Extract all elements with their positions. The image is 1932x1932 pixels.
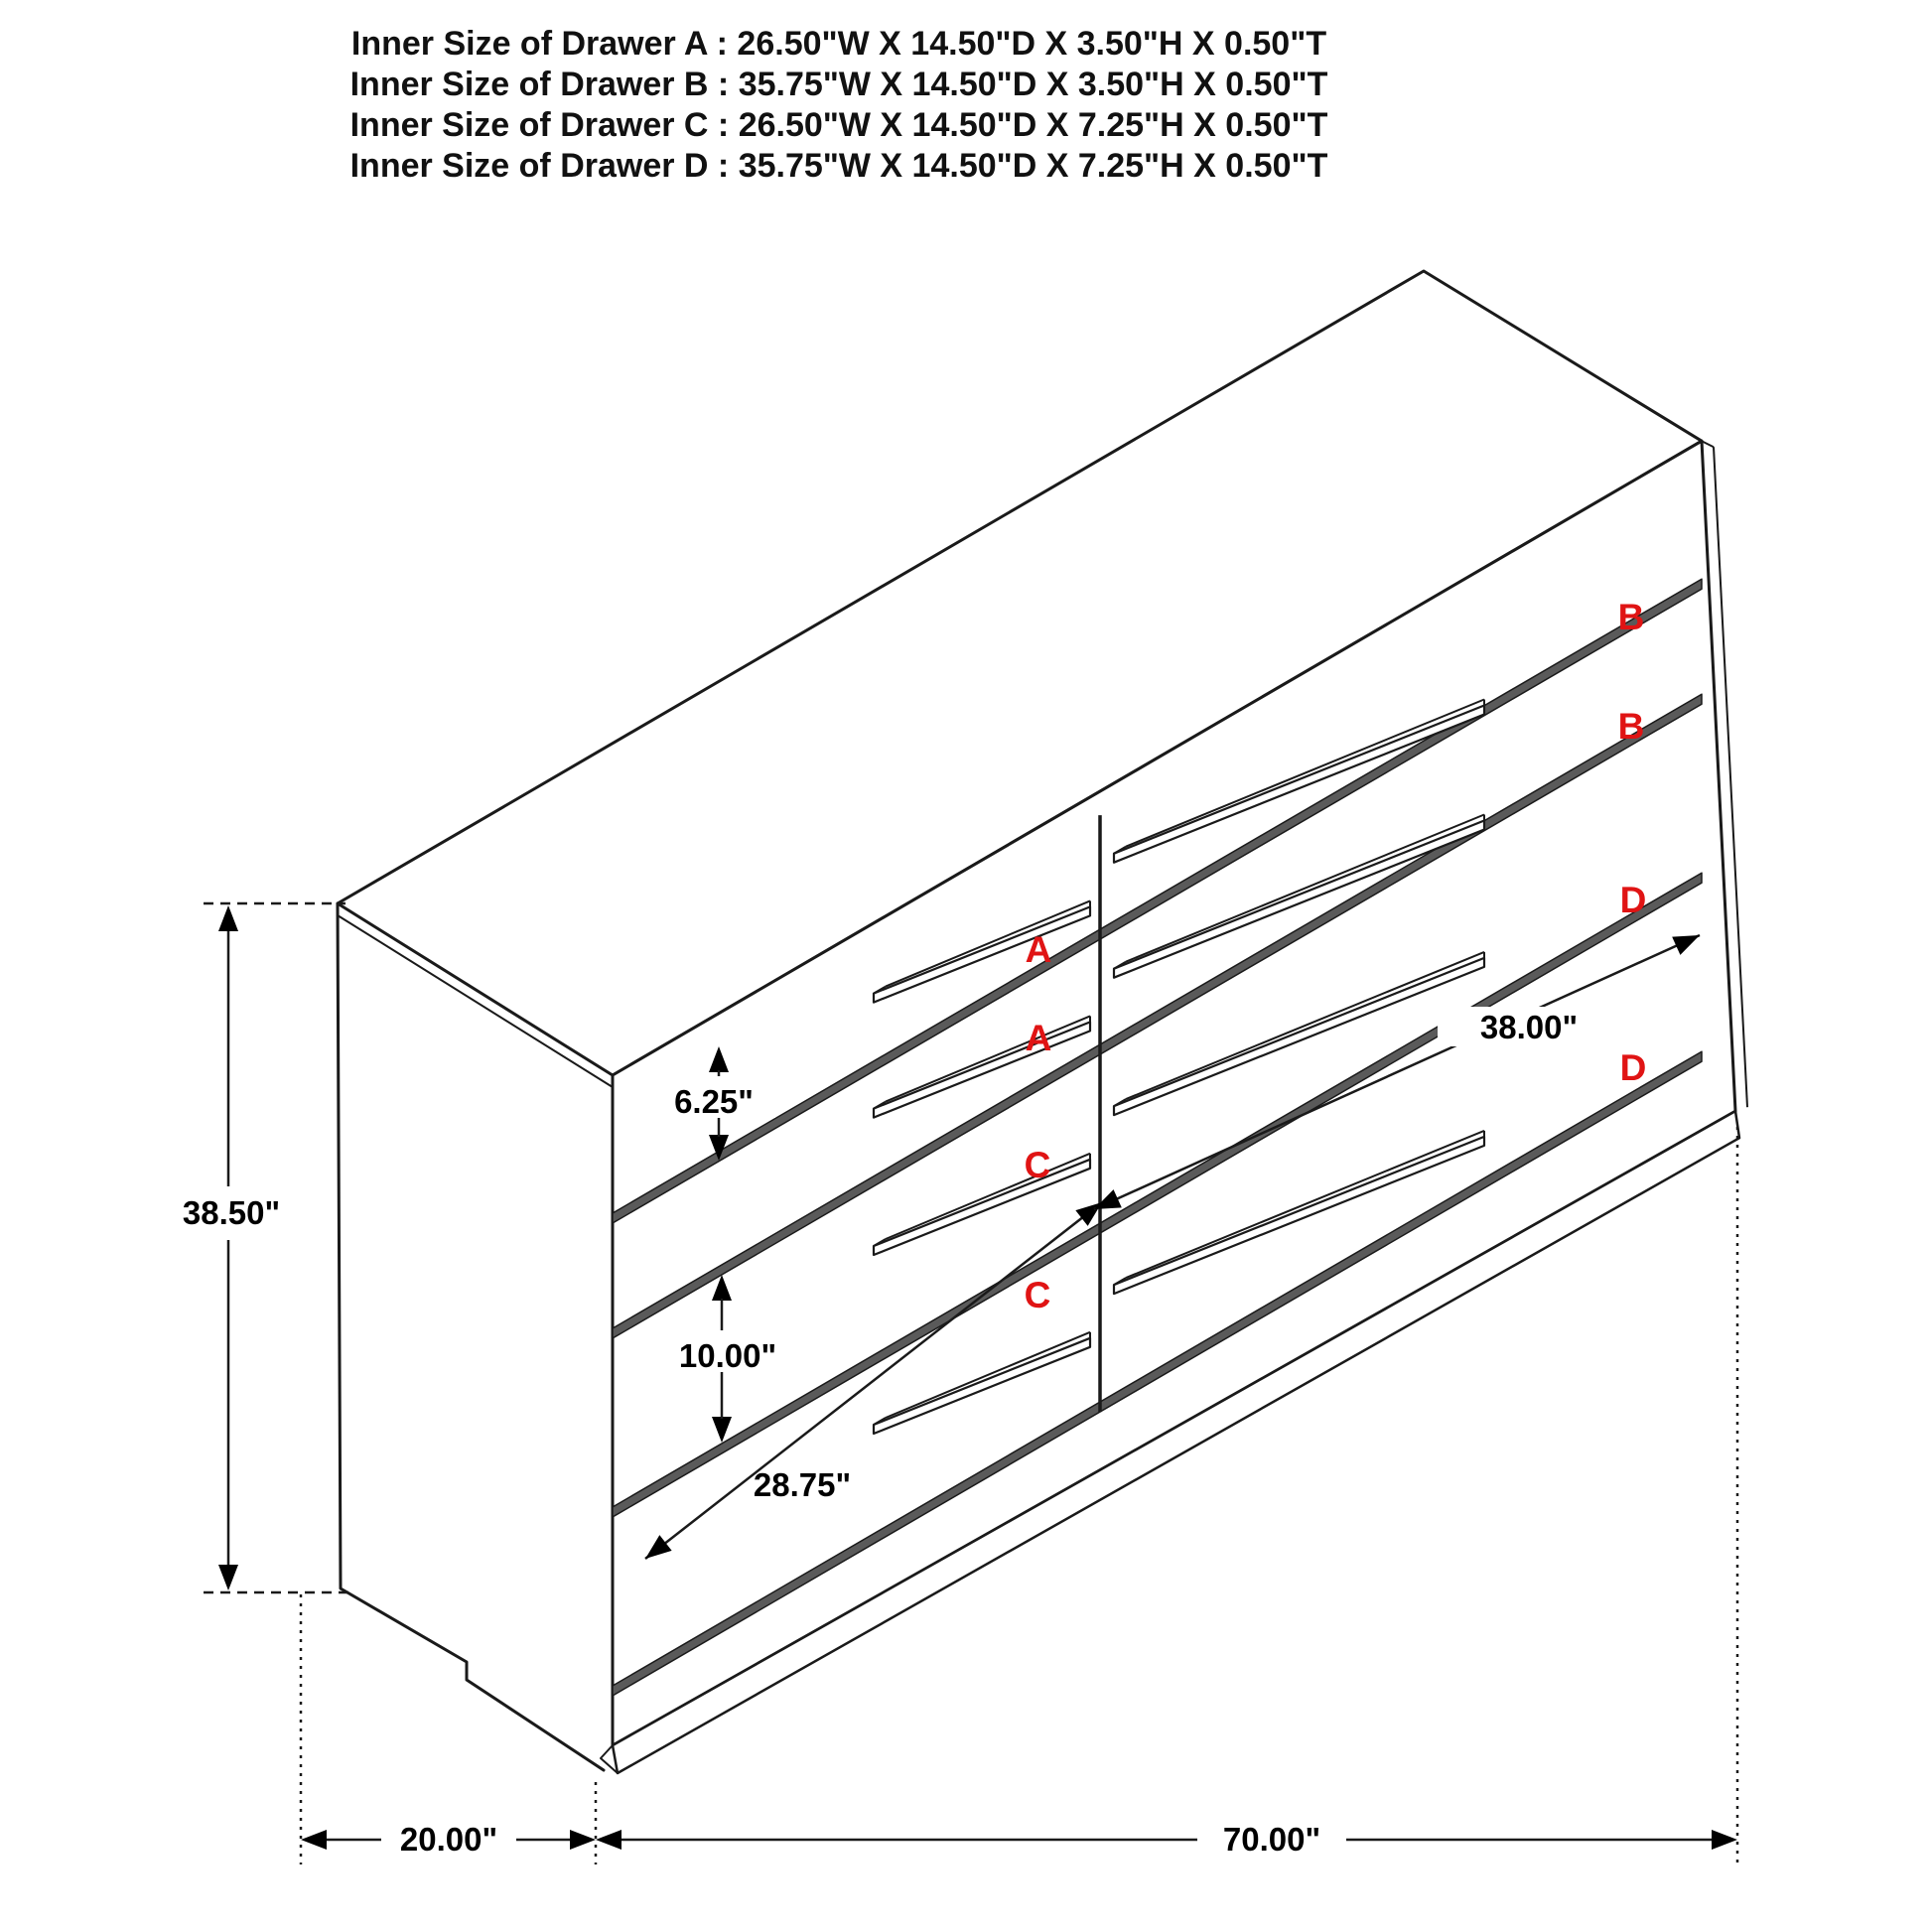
drawer-label-drawer-b-upper: B (1617, 597, 1645, 637)
width-arrow-left (596, 1830, 621, 1850)
right-col-dim-label: 38.00" (1479, 1009, 1579, 1045)
title-line-drawer-c: Inner Size of Drawer C : 26.50"W X 14.50"D X 7.25"H X 0.50"T (349, 106, 1328, 144)
height-arrow-down (218, 1565, 238, 1590)
height-dim-label: 38.50" (182, 1194, 281, 1231)
left-col-dim-label: 28.75" (753, 1466, 852, 1503)
width-arrow-right (1712, 1830, 1737, 1850)
title-line-drawer-a: Inner Size of Drawer A : 26.50"W X 14.50"D X 3.50"H X 0.50"T (350, 25, 1327, 63)
title-line-drawer-b: Inner Size of Drawer B : 35.75"W X 14.50"D X 3.50"H X 0.50"T (349, 66, 1328, 103)
drawer-label-drawer-c-upper: C (1024, 1145, 1051, 1185)
drawer-label-drawer-c-lower: C (1024, 1275, 1051, 1315)
drawer-a-dim-label: 6.25" (674, 1083, 754, 1120)
drawer-label-drawer-d-lower: D (1619, 1047, 1647, 1088)
width-dim-label: 70.00" (1222, 1821, 1321, 1858)
right-edge-top-connect (1702, 441, 1714, 447)
drawer-c-dim-label: 10.00" (678, 1337, 777, 1374)
title-line-drawer-d: Inner Size of Drawer D : 35.75"W X 14.50"D X 7.25"H X 0.50"T (349, 147, 1328, 185)
depth-arrow-left (301, 1830, 327, 1850)
depth-arrow-right (570, 1830, 596, 1850)
depth-dim-label: 20.00" (399, 1821, 498, 1858)
drawer-label-drawer-a-lower: A (1025, 1018, 1052, 1058)
drawer-label-drawer-d-upper: D (1619, 880, 1647, 920)
height-arrow-up (218, 905, 238, 931)
drawer-label-drawer-b-lower: B (1617, 706, 1645, 747)
drawer-label-drawer-a-upper: A (1025, 929, 1052, 970)
